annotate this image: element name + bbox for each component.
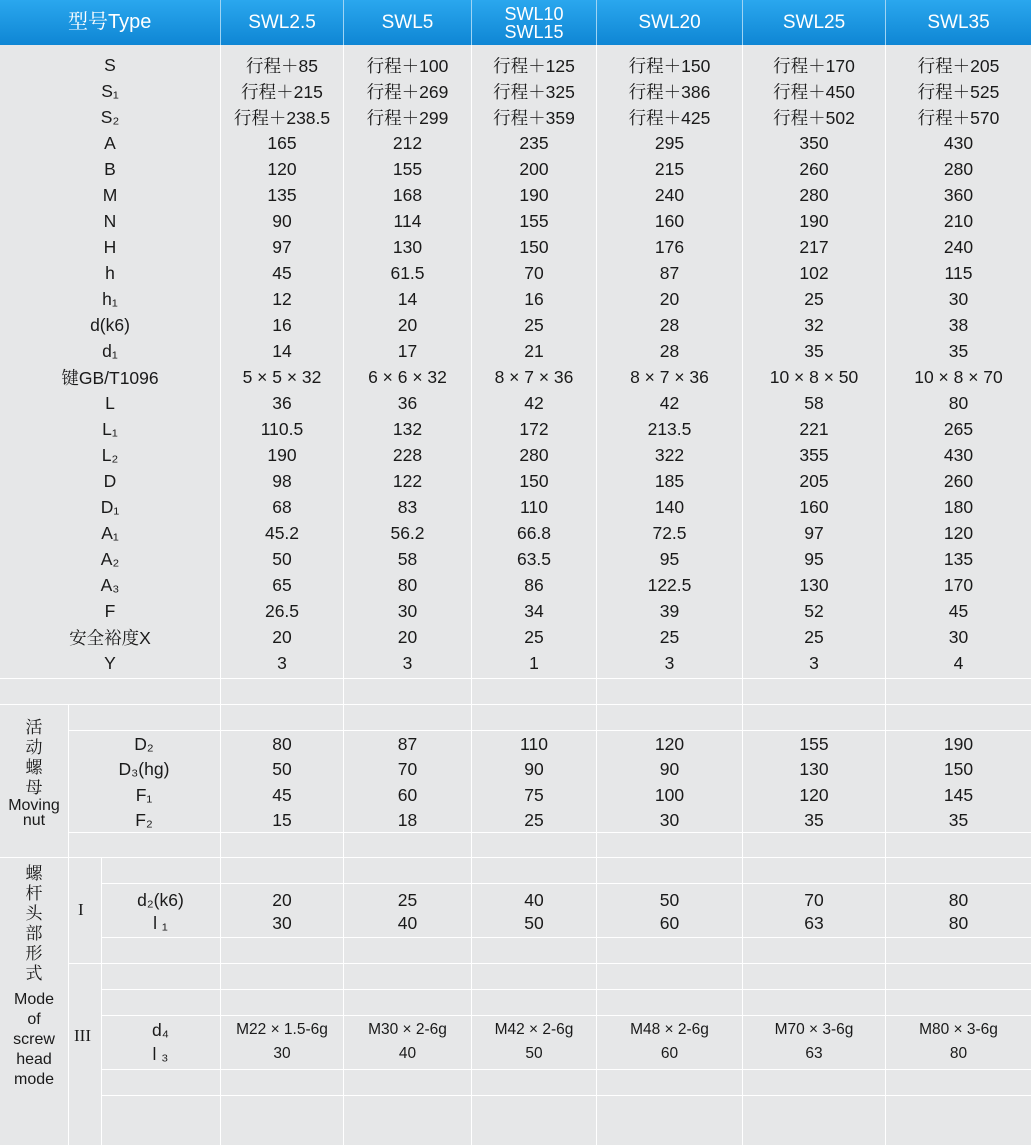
table-cell: 40 (398, 1045, 417, 1062)
row-label: L₁ (102, 418, 118, 439)
row-label: H (103, 236, 117, 257)
table-cell: 172 (519, 418, 549, 439)
moving-nut-en: Moving (8, 797, 60, 814)
table-cell: 66.8 (516, 522, 552, 543)
table-cell: 140 (654, 496, 685, 517)
table-cell: 213.5 (647, 418, 692, 439)
table-cell: 63 (804, 912, 824, 933)
table-cell: 122 (392, 470, 423, 491)
table-cell: 5 × 5 × 32 (242, 366, 322, 387)
table-cell: 30 (272, 912, 292, 933)
form-3-label: III (74, 1026, 91, 1045)
table-cell: 25 (659, 626, 680, 647)
table-cell: 17 (397, 340, 418, 361)
row-label: N (103, 210, 117, 231)
row-label: A₂ (100, 548, 120, 569)
table-cell: 39 (659, 600, 680, 621)
table-cell: 35 (804, 810, 824, 830)
table-cell: 180 (943, 496, 974, 517)
table-cell: 430 (943, 444, 974, 465)
table-cell: 25 (804, 626, 824, 647)
table-cell: 95 (804, 548, 824, 569)
table-cell: 12 (272, 288, 292, 309)
table-cell: 25 (524, 314, 544, 335)
table-cell: 14 (272, 340, 292, 361)
table-cell: 行程＋125 (493, 55, 575, 76)
table-cell: 60 (659, 912, 680, 933)
table-cell: 70 (397, 759, 418, 779)
table-cell: 3 (809, 652, 819, 673)
table-cell: 61.5 (390, 262, 425, 283)
table-cell: 114 (393, 210, 422, 231)
row-label: S₁ (101, 80, 119, 101)
table-cell: 83 (397, 496, 418, 517)
moving-nut-char: 螺 (25, 758, 43, 777)
table-cell: 100 (654, 784, 685, 805)
table-cell: 80 (948, 392, 969, 413)
table-cell: 20 (659, 288, 680, 309)
table-cell: 8 × 7 × 36 (494, 366, 574, 387)
table-cell: M30 × 2-6g (368, 1021, 447, 1038)
header-swl25: SWL25 (743, 0, 885, 45)
moving-nut-label (0, 718, 68, 828)
form-1-label: I (78, 900, 84, 919)
table-cell: 3 (277, 652, 287, 673)
row-divider (101, 883, 1031, 884)
table-cell: 34 (524, 600, 544, 621)
table-cell: 16 (272, 314, 292, 335)
table-cell: 90 (524, 759, 544, 779)
table-cell: 80 (272, 733, 292, 754)
row-label: F₂ (135, 810, 153, 830)
row-label: D₃(hg) (118, 759, 170, 779)
table-cell: 42 (659, 392, 680, 413)
table-cell: 68 (272, 496, 292, 517)
table-cell: 58 (804, 392, 824, 413)
table-cell: 36 (272, 392, 292, 413)
table-cell: 228 (392, 444, 423, 465)
table-cell: 20 (272, 626, 292, 647)
row-divider (101, 1015, 1031, 1016)
table-cell: 56.2 (390, 522, 425, 543)
row-label: d₁ (102, 340, 118, 361)
table-cell: M22 × 1.5-6g (236, 1021, 328, 1038)
table-cell: 150 (519, 236, 549, 257)
table-cell: 190 (519, 184, 549, 205)
row-label: d₄ (152, 1019, 169, 1040)
table-cell: 322 (654, 444, 685, 465)
row-label: h (105, 262, 115, 283)
table-cell: 行程＋525 (917, 81, 1000, 102)
table-cell: 行程＋325 (493, 81, 575, 102)
row-label: D₁ (100, 496, 120, 517)
table-cell: 110 (520, 496, 548, 517)
screw-head-char: 式 (25, 964, 43, 983)
table-cell: 200 (519, 158, 549, 179)
table-cell: 60 (660, 1045, 679, 1062)
table-cell: 160 (799, 496, 829, 517)
table-cell: 1 (529, 652, 539, 673)
table-cell: 90 (659, 759, 680, 779)
header-divider (471, 0, 472, 45)
table-cell: 102 (799, 262, 829, 283)
table-cell: 280 (943, 158, 974, 179)
row-label: S₂ (100, 106, 120, 127)
table-cell: 135 (943, 548, 974, 569)
table-cell: 190 (799, 210, 829, 231)
table-cell: 45 (272, 784, 292, 805)
table-cell: 15 (272, 810, 292, 830)
row-divider (101, 1095, 1031, 1096)
row-divider (68, 963, 1031, 964)
table-cell: 70 (524, 262, 544, 283)
table-cell: 50 (272, 548, 292, 569)
table-cell: 3 (402, 652, 413, 673)
table-cell: 行程＋205 (917, 55, 1000, 76)
screw-head-char: 螺 (25, 864, 43, 883)
screw-head-en: Mode (13, 991, 55, 1008)
moving-nut-char: 活 (25, 718, 43, 737)
row-divider (0, 857, 1031, 858)
table-cell: 215 (654, 158, 685, 179)
table-cell: 18 (397, 810, 418, 830)
table-cell: 130 (799, 574, 829, 595)
table-cell: 145 (943, 784, 974, 805)
row-label: F (104, 600, 116, 621)
table-cell: 行程＋215 (241, 81, 323, 102)
table-cell: 260 (799, 158, 829, 179)
table-cell: 165 (267, 132, 297, 153)
table-cell: 38 (948, 314, 969, 335)
row-label: h₁ (102, 288, 118, 309)
table-cell: 35 (948, 340, 969, 361)
table-cell: 20 (272, 889, 292, 910)
table-cell: 60 (397, 784, 418, 805)
header-divider (596, 0, 597, 45)
table-cell: 280 (519, 444, 549, 465)
table-cell: 36 (397, 392, 418, 413)
table-cell: 25 (397, 889, 418, 910)
table-cell: 25 (524, 810, 544, 830)
row-label: d(k6) (90, 314, 130, 335)
table-cell: 295 (654, 132, 685, 153)
table-cell: 行程＋269 (366, 81, 449, 102)
table-cell: 205 (799, 470, 829, 491)
row-label: 键GB/T1096 (61, 367, 159, 388)
moving-nut-char: 动 (25, 738, 43, 757)
table-cell: 3 (664, 652, 675, 673)
table-cell: 30 (397, 600, 418, 621)
table-cell: 65 (272, 574, 292, 595)
table-cell: 80 (397, 574, 418, 595)
table-cell: 10 × 8 × 50 (769, 366, 859, 387)
table-cell: 86 (524, 574, 544, 595)
table-cell: 360 (943, 184, 974, 205)
row-label: d₂(k6) (137, 889, 184, 910)
table-cell: 行程＋299 (366, 107, 449, 128)
table-cell: 行程＋502 (773, 107, 855, 128)
table-cell: 98 (272, 470, 292, 491)
table-cell: 45 (948, 600, 969, 621)
table-cell: 97 (804, 522, 824, 543)
row-label: l ₁ (153, 912, 168, 933)
table-cell: 20 (397, 626, 418, 647)
table-cell: 42 (524, 392, 544, 413)
row-divider (101, 1069, 1031, 1070)
table-cell: 8 × 7 × 36 (630, 366, 709, 387)
moving-nut-char: 母 (25, 778, 43, 797)
table-cell: 16 (524, 288, 544, 309)
table-cell: 72.5 (652, 522, 687, 543)
row-label: B (104, 158, 116, 179)
table-cell: M42 × 2-6g (494, 1021, 574, 1038)
screw-head-en: of (27, 1011, 41, 1028)
table-cell: 行程＋425 (628, 107, 711, 128)
table-cell: 35 (948, 810, 969, 830)
table-cell: 32 (804, 314, 824, 335)
row-divider (0, 704, 1031, 705)
table-cell: 155 (392, 158, 423, 179)
table-cell: 28 (659, 340, 680, 361)
section-divider (68, 857, 69, 1145)
table-cell: 6 × 6 × 32 (368, 366, 447, 387)
row-label: F₁ (135, 784, 153, 805)
row-label: 安全裕度X (69, 627, 151, 648)
row-label: D (103, 470, 117, 491)
table-cell: 52 (804, 600, 824, 621)
header-swl20: SWL20 (597, 0, 742, 45)
screw-head-char: 杆 (25, 884, 43, 903)
table-cell: 63 (805, 1045, 823, 1062)
table-cell: 行程＋150 (628, 55, 711, 76)
row-label: l ₃ (152, 1043, 169, 1064)
table-cell: 120 (654, 733, 685, 754)
row-divider (101, 937, 1031, 938)
table-cell: 50 (659, 889, 680, 910)
table-cell: 120 (799, 784, 829, 805)
table-cell: 240 (654, 184, 685, 205)
table-cell: 212 (392, 132, 423, 153)
table-cell: 45 (272, 262, 292, 283)
moving-nut-en: nut (22, 812, 46, 829)
table-cell: 行程＋450 (773, 81, 855, 102)
table-cell: 63.5 (516, 548, 552, 569)
screw-head-char: 部 (25, 924, 43, 943)
table-cell: 50 (524, 912, 544, 933)
row-label: A₁ (101, 522, 119, 543)
screw-head-en: screw (13, 1031, 55, 1048)
table-cell: 265 (943, 418, 974, 439)
table-cell: 35 (804, 340, 824, 361)
table-cell: 21 (524, 340, 544, 361)
table-cell: 190 (943, 733, 974, 754)
table-cell: 行程＋359 (493, 107, 575, 128)
table-cell: M80 × 3-6g (919, 1021, 998, 1038)
table-cell: 185 (654, 470, 685, 491)
header-swl10-15 (472, 0, 596, 45)
table-cell: 87 (397, 733, 418, 754)
table-cell: 135 (267, 184, 297, 205)
table-cell: 115 (944, 262, 973, 283)
table-cell: 40 (524, 889, 544, 910)
screw-head-mode-label (0, 864, 68, 1090)
table-cell: 280 (799, 184, 829, 205)
table-cell: 50 (272, 759, 292, 779)
table-cell: 4 (953, 652, 964, 673)
table-cell: 122.5 (647, 574, 692, 595)
row-divider (0, 678, 1031, 679)
table-cell: 58 (397, 548, 418, 569)
table-cell: 14 (397, 288, 418, 309)
table-cell: 350 (799, 132, 829, 153)
table-cell: 150 (943, 759, 974, 779)
table-cell: 20 (397, 314, 418, 335)
header-divider (343, 0, 344, 45)
row-label: A (104, 132, 116, 153)
table-cell: 110 (520, 733, 548, 754)
table-cell: M70 × 3-6g (774, 1021, 854, 1038)
row-label: D₂ (134, 733, 154, 754)
table-cell: 行程＋238.5 (233, 107, 331, 128)
row-label: Y (104, 652, 116, 673)
table-cell: 26.5 (264, 600, 300, 621)
table-cell: 190 (267, 444, 297, 465)
table-cell: 行程＋100 (366, 55, 449, 76)
table-cell: 235 (519, 132, 549, 153)
header-divider (742, 0, 743, 45)
header-divider (885, 0, 886, 45)
row-divider (101, 989, 1031, 990)
table-cell: 80 (949, 1045, 968, 1062)
table-cell: 50 (525, 1045, 543, 1062)
table-cell: 40 (397, 912, 418, 933)
table-cell: 97 (272, 236, 292, 257)
table-cell: 170 (943, 574, 974, 595)
table-cell: 25 (804, 288, 824, 309)
table-cell: 30 (948, 288, 969, 309)
row-label: S (104, 54, 116, 75)
table-cell: 155 (519, 210, 549, 231)
table-cell: 30 (659, 810, 680, 830)
table-cell: 行程＋170 (773, 55, 855, 76)
table-cell: 80 (948, 912, 969, 933)
table-cell: 80 (948, 889, 969, 910)
table-cell: 240 (943, 236, 974, 257)
table-cell: 217 (799, 236, 829, 257)
row-label: M (102, 184, 118, 205)
table-cell: 行程＋85 (246, 55, 318, 76)
table-cell: 45.2 (264, 522, 300, 543)
table-cell: 30 (273, 1045, 291, 1062)
header-swl35: SWL35 (886, 0, 1031, 45)
table-cell: 87 (659, 262, 680, 283)
table-cell: 110.5 (260, 418, 304, 439)
table-cell: 150 (519, 470, 549, 491)
table-cell: 30 (948, 626, 969, 647)
table-cell: 75 (524, 784, 544, 805)
table-cell: 430 (943, 132, 974, 153)
table-cell: 90 (272, 210, 292, 231)
table-cell: 210 (943, 210, 974, 231)
row-label: L₂ (101, 444, 119, 465)
screw-head-en: mode (13, 1071, 55, 1088)
table-cell: 28 (659, 314, 680, 335)
header-swl10: SWL10 (504, 3, 564, 24)
row-label: L (105, 392, 115, 413)
table-cell: 132 (392, 418, 423, 439)
table-cell: 176 (654, 236, 685, 257)
table-cell: 95 (659, 548, 680, 569)
table-cell: 行程＋386 (628, 81, 711, 102)
table-cell: 25 (524, 626, 544, 647)
table-cell: 355 (799, 444, 829, 465)
header-model-type: 型号Type (0, 0, 220, 45)
header-divider (220, 0, 221, 45)
table-cell: 221 (799, 418, 829, 439)
table-cell: 120 (943, 522, 974, 543)
table-cell: 260 (943, 470, 974, 491)
table-cell: 70 (804, 889, 824, 910)
table-cell: 130 (392, 236, 423, 257)
table-cell: 行程＋570 (917, 107, 1000, 128)
row-label: A₃ (100, 574, 120, 595)
screw-head-en: head (16, 1051, 52, 1068)
table-cell: 160 (654, 210, 685, 231)
header-swl15: SWL15 (504, 21, 564, 42)
table-cell: 10 × 8 × 70 (914, 366, 1003, 387)
table-cell: 130 (799, 759, 829, 779)
header-swl2-5: SWL2.5 (221, 0, 343, 45)
table-cell: M48 × 2-6g (630, 1021, 709, 1038)
table-cell: 168 (392, 184, 423, 205)
header-swl5: SWL5 (344, 0, 471, 45)
table-cell: 120 (267, 158, 297, 179)
screw-head-char: 形 (25, 944, 43, 963)
table-cell: 155 (799, 733, 829, 754)
screw-head-char: 头 (25, 904, 43, 923)
